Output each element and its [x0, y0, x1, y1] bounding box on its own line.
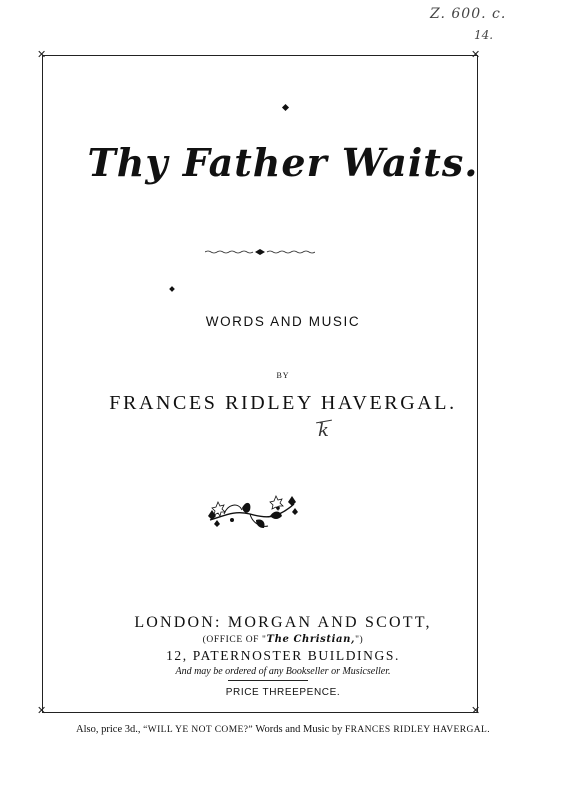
- corner-cross-mark: ✕: [37, 704, 47, 717]
- corner-cross-mark: ✕: [471, 704, 481, 717]
- page-title: Thy Father Waits.: [87, 140, 479, 185]
- ornamental-rule: [205, 248, 315, 256]
- office-prefix: (OFFICE OF ": [202, 635, 267, 645]
- corner-cross-mark: ✕: [471, 48, 481, 61]
- office-name: The Christian,: [266, 634, 356, 645]
- subtitle: WORDS AND MUSIC: [205, 314, 361, 329]
- address-line: 12, PATERNOSTER BUILDINGS.: [166, 648, 400, 663]
- order-note: And may be ordered of any Bookseller or Musicseller.: [175, 666, 391, 677]
- author-name: FRANCES RIDLEY HAVERGAL.: [109, 392, 457, 414]
- shelfmark-line-1: Z. 600. c.: [430, 6, 507, 22]
- shelfmark-line-2: 14.: [474, 28, 494, 42]
- footer-song-title: “WILL YE NOT COME?”: [143, 725, 253, 735]
- office-suffix: "): [355, 635, 364, 645]
- footer-advert: [0, 724, 566, 735]
- price-divider: [228, 680, 308, 681]
- footer-author: FRANCES RIDLEY HAVERGAL.: [344, 725, 490, 735]
- corner-cross-mark: ✕: [37, 48, 47, 61]
- footer-prefix: Also, price 3d.,: [76, 724, 144, 735]
- footer-middle: Words and Music by: [252, 724, 345, 735]
- floral-vignette-icon: [204, 490, 300, 536]
- library-shelfmark: [430, 6, 540, 46]
- publisher-line: LONDON: MORGAN AND SCOTT,: [134, 614, 432, 631]
- office-line: [0, 634, 566, 645]
- handwritten-note: k: [318, 420, 329, 441]
- by-line: BY: [276, 371, 290, 380]
- price-line: PRICE THREEPENCE.: [225, 687, 341, 698]
